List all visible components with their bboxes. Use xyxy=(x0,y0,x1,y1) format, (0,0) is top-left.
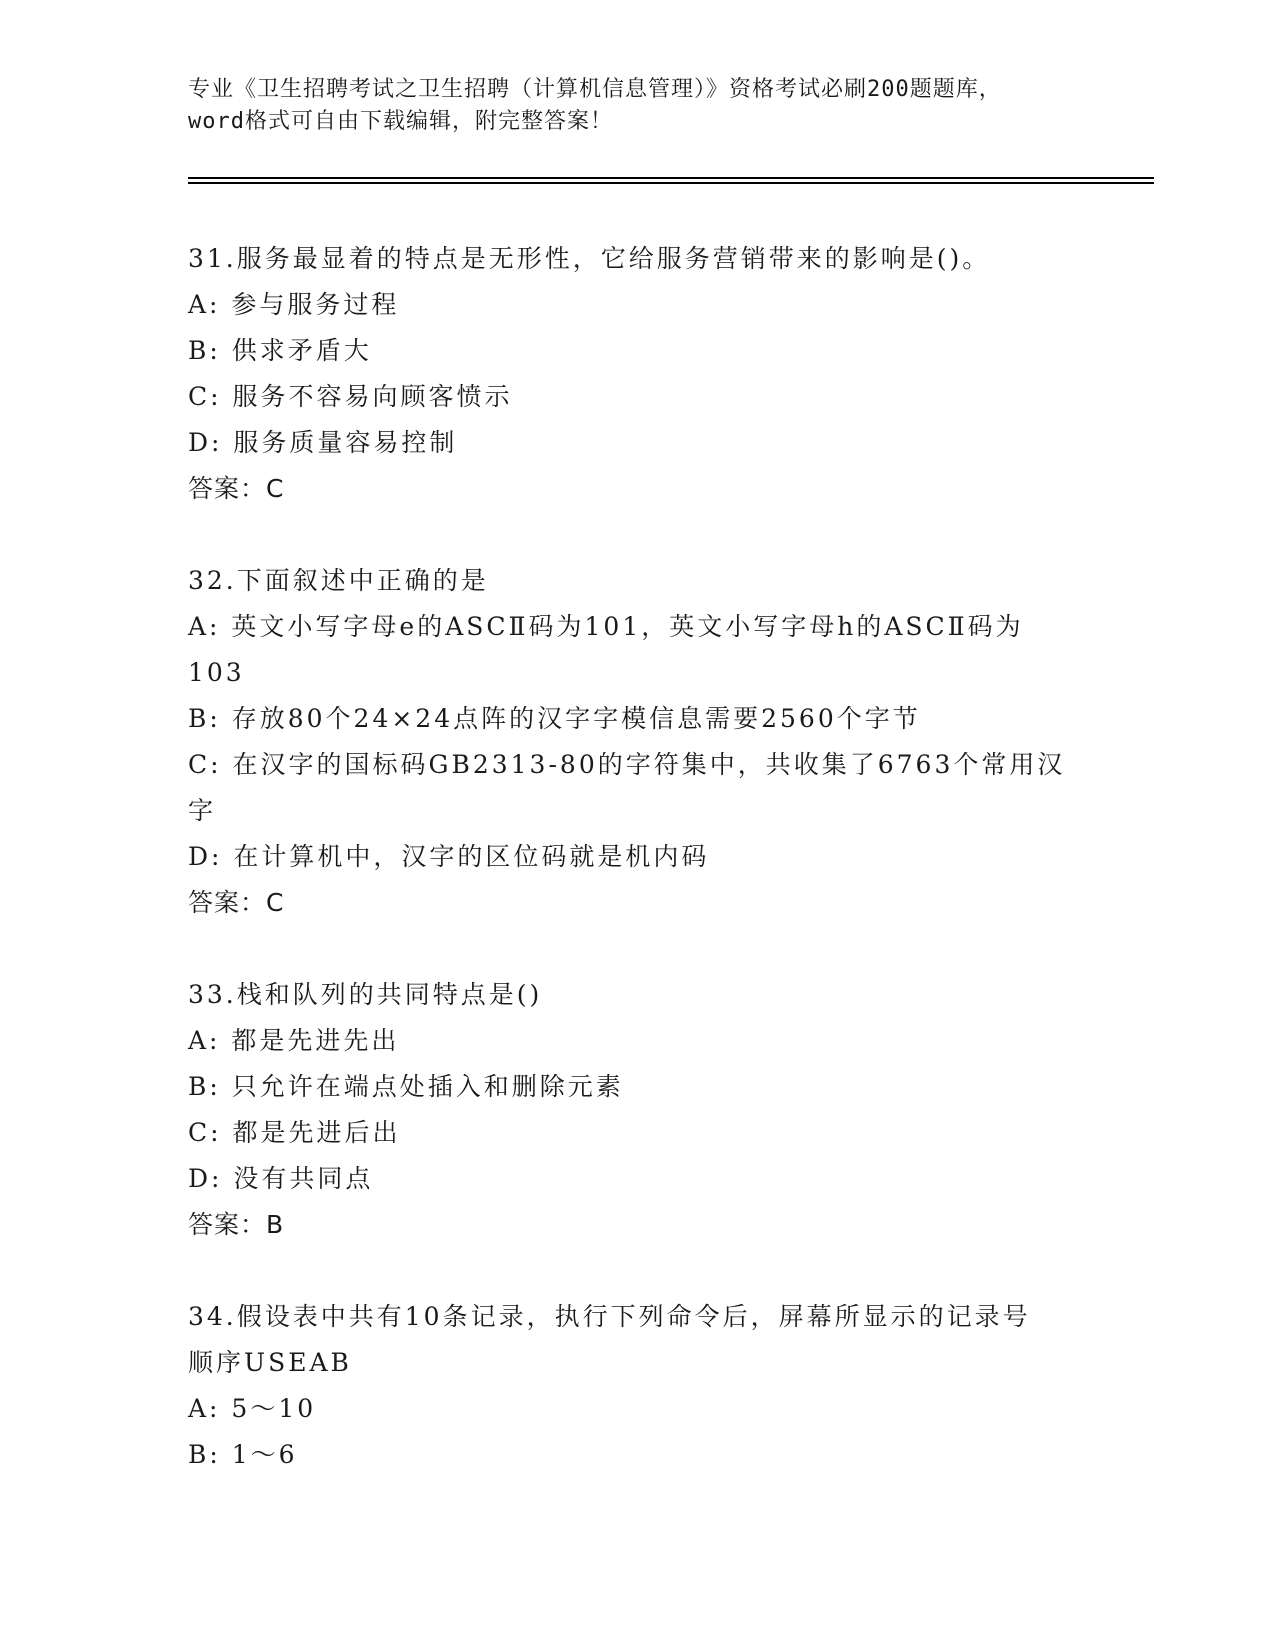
question-stem: 31.服务最显着的特点是无形性，它给服务营销带来的影响是()。 xyxy=(188,244,991,273)
answer-option: A: 5～10 xyxy=(188,1394,317,1423)
answer-option: D: 在计算机中，汉字的区位码就是机内码 xyxy=(188,842,710,871)
answer-option: C: 服务不容易向顾客愤示 xyxy=(188,382,513,411)
document-header xyxy=(188,74,1088,138)
question-spacer xyxy=(188,512,1088,558)
question-block xyxy=(188,558,1088,926)
question-block xyxy=(188,972,1088,1248)
answer-key: 答案：B xyxy=(188,1210,285,1239)
question-list xyxy=(188,236,1088,1478)
answer-key: 答案：C xyxy=(188,888,285,917)
answer-option: B: 存放80个24×24点阵的汉字字模信息需要2560个字节 xyxy=(188,704,921,733)
answer-option: C: 在汉字的国标码GB2313-80的字符集中，共收集了6763个常用汉 xyxy=(188,750,1066,779)
answer-option: C: 都是先进后出 xyxy=(188,1118,401,1147)
answer-option: B: 供求矛盾大 xyxy=(188,336,372,365)
header-line-2: word格式可自由下载编辑，附完整答案！ xyxy=(188,109,613,134)
answer-key: 答案：C xyxy=(188,474,285,503)
answer-option: A: 英文小写字母e的ASCⅡ码为101，英文小写字母h的ASCⅡ码为 xyxy=(188,612,1024,641)
question-block xyxy=(188,236,1088,512)
answer-option: 103 xyxy=(188,658,245,687)
answer-option: B: 1～6 xyxy=(188,1440,298,1469)
answer-option: A: 参与服务过程 xyxy=(188,290,400,319)
answer-option: A: 都是先进先出 xyxy=(188,1026,400,1055)
question-spacer xyxy=(188,926,1088,972)
answer-option: D: 服务质量容易控制 xyxy=(188,428,458,457)
question-stem: 34.假设表中共有10条记录，执行下列命令后，屏幕所显示的记录号 xyxy=(188,1302,1031,1331)
answer-option: B: 只允许在端点处插入和删除元素 xyxy=(188,1072,624,1101)
header-line-1: 专业《卫生招聘考试之卫生招聘（计算机信息管理）》资格考试必刷200题题库， xyxy=(188,77,1002,102)
question-block xyxy=(188,1294,1088,1478)
answer-option: D: 没有共同点 xyxy=(188,1164,374,1193)
question-stem: 32.下面叙述中正确的是 xyxy=(188,566,489,595)
question-stem: 顺序USEAB xyxy=(188,1348,352,1377)
header-divider-bottom xyxy=(188,182,1154,184)
question-spacer xyxy=(188,1248,1088,1294)
question-stem: 33.栈和队列的共同特点是() xyxy=(188,980,543,1009)
answer-option: 字 xyxy=(188,796,217,825)
header-divider-top xyxy=(188,177,1154,179)
